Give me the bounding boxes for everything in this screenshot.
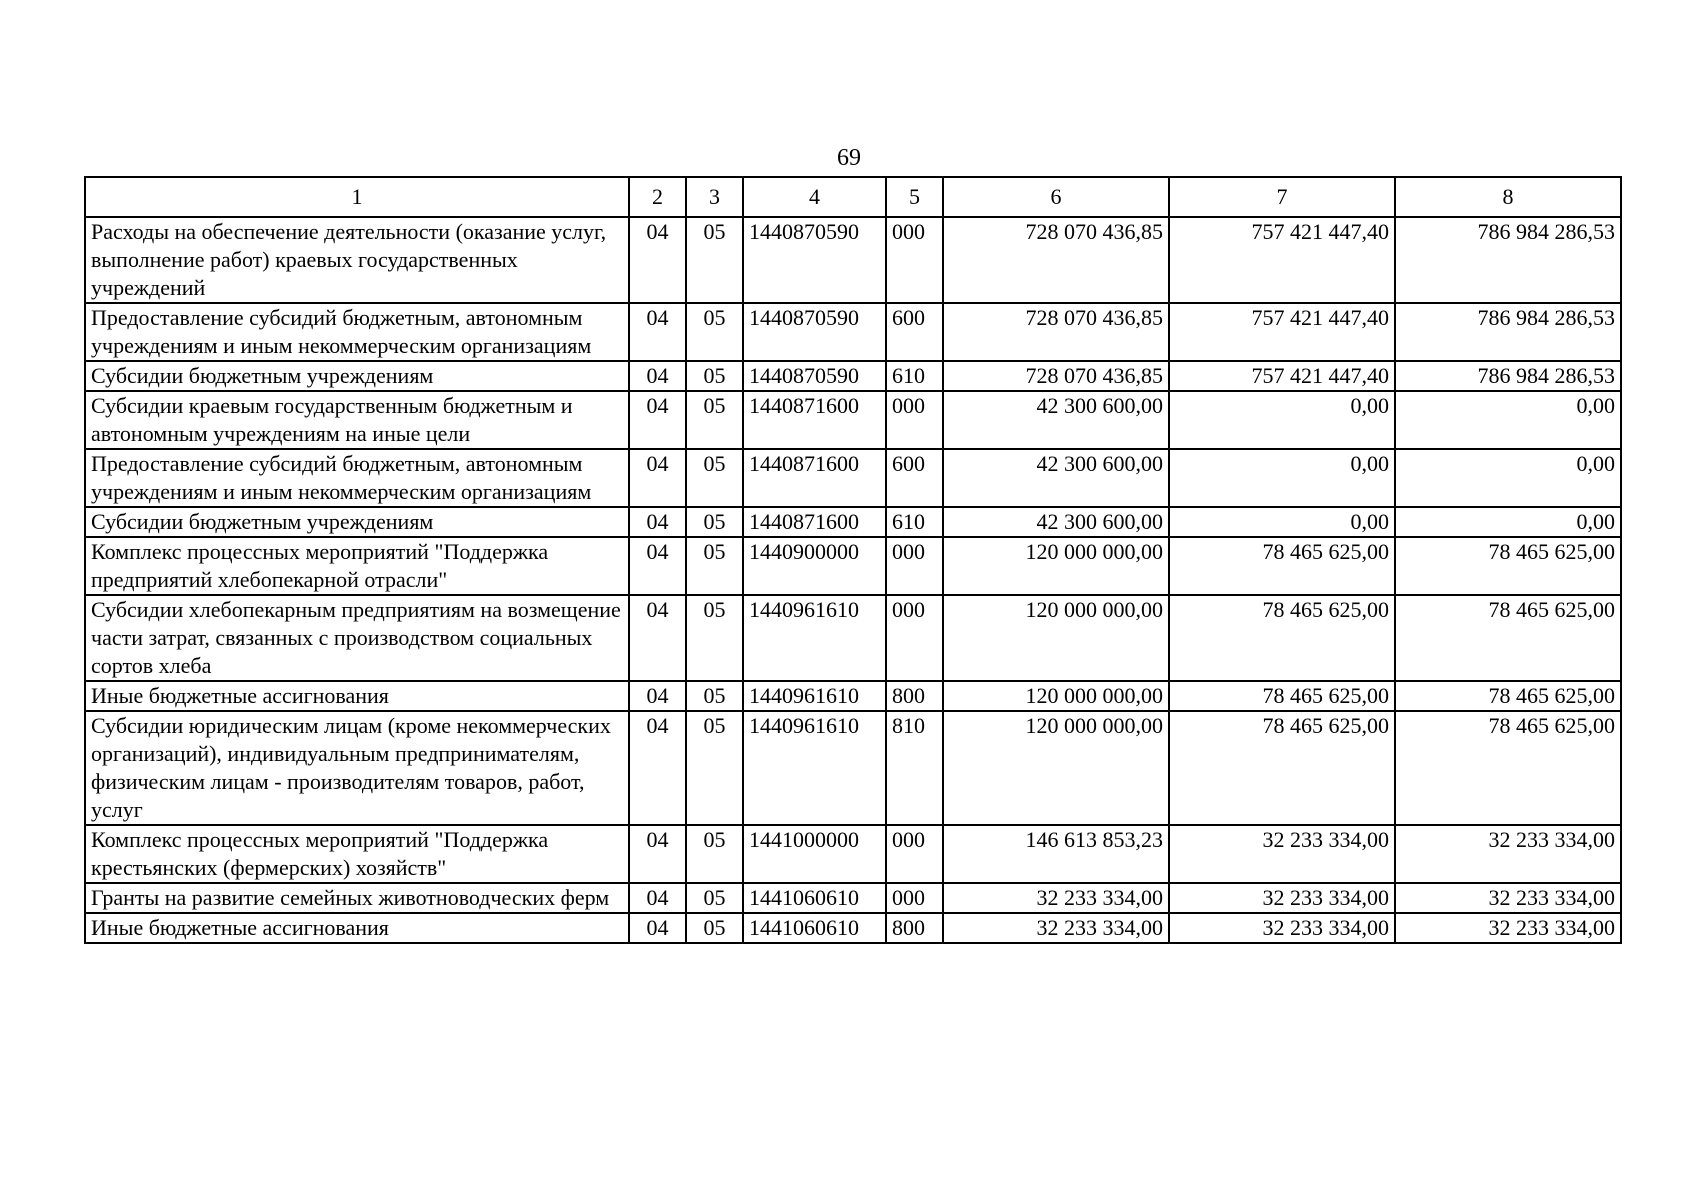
amount-col6-cell: 32 233 334,00 bbox=[943, 913, 1169, 943]
amount-col6-cell: 728 070 436,85 bbox=[943, 303, 1169, 361]
expense-type-cell: 000 bbox=[886, 537, 943, 595]
subsection-code-cell: 05 bbox=[686, 303, 743, 361]
table-body bbox=[85, 217, 1621, 943]
amount-col6-cell: 728 070 436,85 bbox=[943, 361, 1169, 391]
table-row bbox=[85, 391, 1621, 449]
subsection-code-cell: 05 bbox=[686, 217, 743, 303]
amount-col6-cell: 120 000 000,00 bbox=[943, 537, 1169, 595]
header-cell: 6 bbox=[943, 177, 1169, 217]
amount-col6-cell: 120 000 000,00 bbox=[943, 711, 1169, 825]
amount-col7-cell: 0,00 bbox=[1169, 391, 1395, 449]
amount-col8-cell: 0,00 bbox=[1395, 449, 1621, 507]
target-article-cell: 1440961610 bbox=[743, 595, 886, 681]
table-header-row bbox=[85, 177, 1621, 217]
row-name-cell: Субсидии бюджетным учреждениям bbox=[85, 361, 629, 391]
row-name-cell: Субсидии юридическим лицам (кроме некоммерческих организаций), индивидуальным предпринимателям, физическим лицам - производителям товаров, работ, услуг bbox=[85, 711, 629, 825]
amount-col7-cell: 78 465 625,00 bbox=[1169, 595, 1395, 681]
subsection-code-cell: 05 bbox=[686, 825, 743, 883]
target-article-cell: 1441000000 bbox=[743, 825, 886, 883]
subsection-code-cell: 05 bbox=[686, 507, 743, 537]
table-row bbox=[85, 537, 1621, 595]
expense-type-cell: 610 bbox=[886, 361, 943, 391]
target-article-cell: 1441060610 bbox=[743, 883, 886, 913]
amount-col6-cell: 120 000 000,00 bbox=[943, 681, 1169, 711]
section-code-cell: 04 bbox=[629, 883, 686, 913]
row-name-cell: Комплекс процессных мероприятий "Поддержка крестьянских (фермерских) хозяйств" bbox=[85, 825, 629, 883]
row-name-cell: Иные бюджетные ассигнования bbox=[85, 681, 629, 711]
header-cell: 5 bbox=[886, 177, 943, 217]
subsection-code-cell: 05 bbox=[686, 537, 743, 595]
subsection-code-cell: 05 bbox=[686, 595, 743, 681]
amount-col6-cell: 42 300 600,00 bbox=[943, 391, 1169, 449]
row-name-cell: Гранты на развитие семейных животноводческих ферм bbox=[85, 883, 629, 913]
table-row bbox=[85, 303, 1621, 361]
section-code-cell: 04 bbox=[629, 681, 686, 711]
table-row bbox=[85, 681, 1621, 711]
row-name-cell: Расходы на обеспечение деятельности (оказание услуг, выполнение работ) краевых государственных учреждений bbox=[85, 217, 629, 303]
amount-col6-cell: 42 300 600,00 bbox=[943, 449, 1169, 507]
amount-col8-cell: 78 465 625,00 bbox=[1395, 681, 1621, 711]
subsection-code-cell: 05 bbox=[686, 883, 743, 913]
header-cell: 7 bbox=[1169, 177, 1395, 217]
table-row bbox=[85, 595, 1621, 681]
amount-col7-cell: 757 421 447,40 bbox=[1169, 303, 1395, 361]
expense-type-cell: 800 bbox=[886, 681, 943, 711]
amount-col6-cell: 146 613 853,23 bbox=[943, 825, 1169, 883]
table-row bbox=[85, 825, 1621, 883]
expense-type-cell: 000 bbox=[886, 883, 943, 913]
amount-col7-cell: 78 465 625,00 bbox=[1169, 537, 1395, 595]
amount-col7-cell: 32 233 334,00 bbox=[1169, 913, 1395, 943]
table-row bbox=[85, 217, 1621, 303]
amount-col8-cell: 78 465 625,00 bbox=[1395, 595, 1621, 681]
amount-col7-cell: 757 421 447,40 bbox=[1169, 217, 1395, 303]
subsection-code-cell: 05 bbox=[686, 711, 743, 825]
row-name-cell: Субсидии краевым государственным бюджетным и автономным учреждениям на иные цели bbox=[85, 391, 629, 449]
section-code-cell: 04 bbox=[629, 303, 686, 361]
target-article-cell: 1440871600 bbox=[743, 391, 886, 449]
amount-col8-cell: 786 984 286,53 bbox=[1395, 217, 1621, 303]
target-article-cell: 1440961610 bbox=[743, 711, 886, 825]
amount-col8-cell: 32 233 334,00 bbox=[1395, 825, 1621, 883]
section-code-cell: 04 bbox=[629, 913, 686, 943]
amount-col7-cell: 78 465 625,00 bbox=[1169, 711, 1395, 825]
expense-type-cell: 000 bbox=[886, 595, 943, 681]
section-code-cell: 04 bbox=[629, 825, 686, 883]
subsection-code-cell: 05 bbox=[686, 361, 743, 391]
table-row bbox=[85, 913, 1621, 943]
header-cell: 3 bbox=[686, 177, 743, 217]
amount-col8-cell: 78 465 625,00 bbox=[1395, 537, 1621, 595]
target-article-cell: 1440961610 bbox=[743, 681, 886, 711]
table-row bbox=[85, 449, 1621, 507]
table-row bbox=[85, 883, 1621, 913]
table-row bbox=[85, 711, 1621, 825]
row-name-cell: Предоставление субсидий бюджетным, автономным учреждениям и иным некоммерческим организациям bbox=[85, 303, 629, 361]
row-name-cell: Комплекс процессных мероприятий "Поддержка предприятий хлебопекарной отрасли" bbox=[85, 537, 629, 595]
subsection-code-cell: 05 bbox=[686, 681, 743, 711]
amount-col8-cell: 786 984 286,53 bbox=[1395, 361, 1621, 391]
subsection-code-cell: 05 bbox=[686, 913, 743, 943]
amount-col6-cell: 42 300 600,00 bbox=[943, 507, 1169, 537]
target-article-cell: 1440870590 bbox=[743, 361, 886, 391]
expense-type-cell: 610 bbox=[886, 507, 943, 537]
target-article-cell: 1440870590 bbox=[743, 303, 886, 361]
header-cell: 8 bbox=[1395, 177, 1621, 217]
amount-col7-cell: 32 233 334,00 bbox=[1169, 825, 1395, 883]
section-code-cell: 04 bbox=[629, 361, 686, 391]
amount-col7-cell: 0,00 bbox=[1169, 507, 1395, 537]
target-article-cell: 1440900000 bbox=[743, 537, 886, 595]
row-name-cell: Предоставление субсидий бюджетным, автономным учреждениям и иным некоммерческим организациям bbox=[85, 449, 629, 507]
header-cell: 2 bbox=[629, 177, 686, 217]
amount-col7-cell: 78 465 625,00 bbox=[1169, 681, 1395, 711]
section-code-cell: 04 bbox=[629, 449, 686, 507]
budget-table bbox=[84, 176, 1622, 944]
amount-col8-cell: 32 233 334,00 bbox=[1395, 883, 1621, 913]
expense-type-cell: 000 bbox=[886, 825, 943, 883]
expense-type-cell: 600 bbox=[886, 449, 943, 507]
amount-col6-cell: 32 233 334,00 bbox=[943, 883, 1169, 913]
amount-col8-cell: 786 984 286,53 bbox=[1395, 303, 1621, 361]
section-code-cell: 04 bbox=[629, 507, 686, 537]
section-code-cell: 04 bbox=[629, 537, 686, 595]
section-code-cell: 04 bbox=[629, 595, 686, 681]
target-article-cell: 1440871600 bbox=[743, 507, 886, 537]
section-code-cell: 04 bbox=[629, 217, 686, 303]
amount-col6-cell: 120 000 000,00 bbox=[943, 595, 1169, 681]
section-code-cell: 04 bbox=[629, 711, 686, 825]
table-row bbox=[85, 361, 1621, 391]
amount-col7-cell: 32 233 334,00 bbox=[1169, 883, 1395, 913]
expense-type-cell: 810 bbox=[886, 711, 943, 825]
amount-col6-cell: 728 070 436,85 bbox=[943, 217, 1169, 303]
subsection-code-cell: 05 bbox=[686, 449, 743, 507]
row-name-cell: Иные бюджетные ассигнования bbox=[85, 913, 629, 943]
expense-type-cell: 000 bbox=[886, 391, 943, 449]
header-cell: 4 bbox=[743, 177, 886, 217]
target-article-cell: 1441060610 bbox=[743, 913, 886, 943]
page-number: 69 bbox=[837, 145, 861, 171]
expense-type-cell: 600 bbox=[886, 303, 943, 361]
header-cell: 1 bbox=[85, 177, 629, 217]
expense-type-cell: 800 bbox=[886, 913, 943, 943]
subsection-code-cell: 05 bbox=[686, 391, 743, 449]
amount-col8-cell: 32 233 334,00 bbox=[1395, 913, 1621, 943]
amount-col7-cell: 757 421 447,40 bbox=[1169, 361, 1395, 391]
target-article-cell: 1440871600 bbox=[743, 449, 886, 507]
target-article-cell: 1440870590 bbox=[743, 217, 886, 303]
expense-type-cell: 000 bbox=[886, 217, 943, 303]
amount-col8-cell: 0,00 bbox=[1395, 507, 1621, 537]
table-row bbox=[85, 507, 1621, 537]
amount-col8-cell: 0,00 bbox=[1395, 391, 1621, 449]
row-name-cell: Субсидии бюджетным учреждениям bbox=[85, 507, 629, 537]
amount-col8-cell: 78 465 625,00 bbox=[1395, 711, 1621, 825]
row-name-cell: Субсидии хлебопекарным предприятиям на возмещение части затрат, связанных с производством социальных сортов хлеба bbox=[85, 595, 629, 681]
section-code-cell: 04 bbox=[629, 391, 686, 449]
amount-col7-cell: 0,00 bbox=[1169, 449, 1395, 507]
